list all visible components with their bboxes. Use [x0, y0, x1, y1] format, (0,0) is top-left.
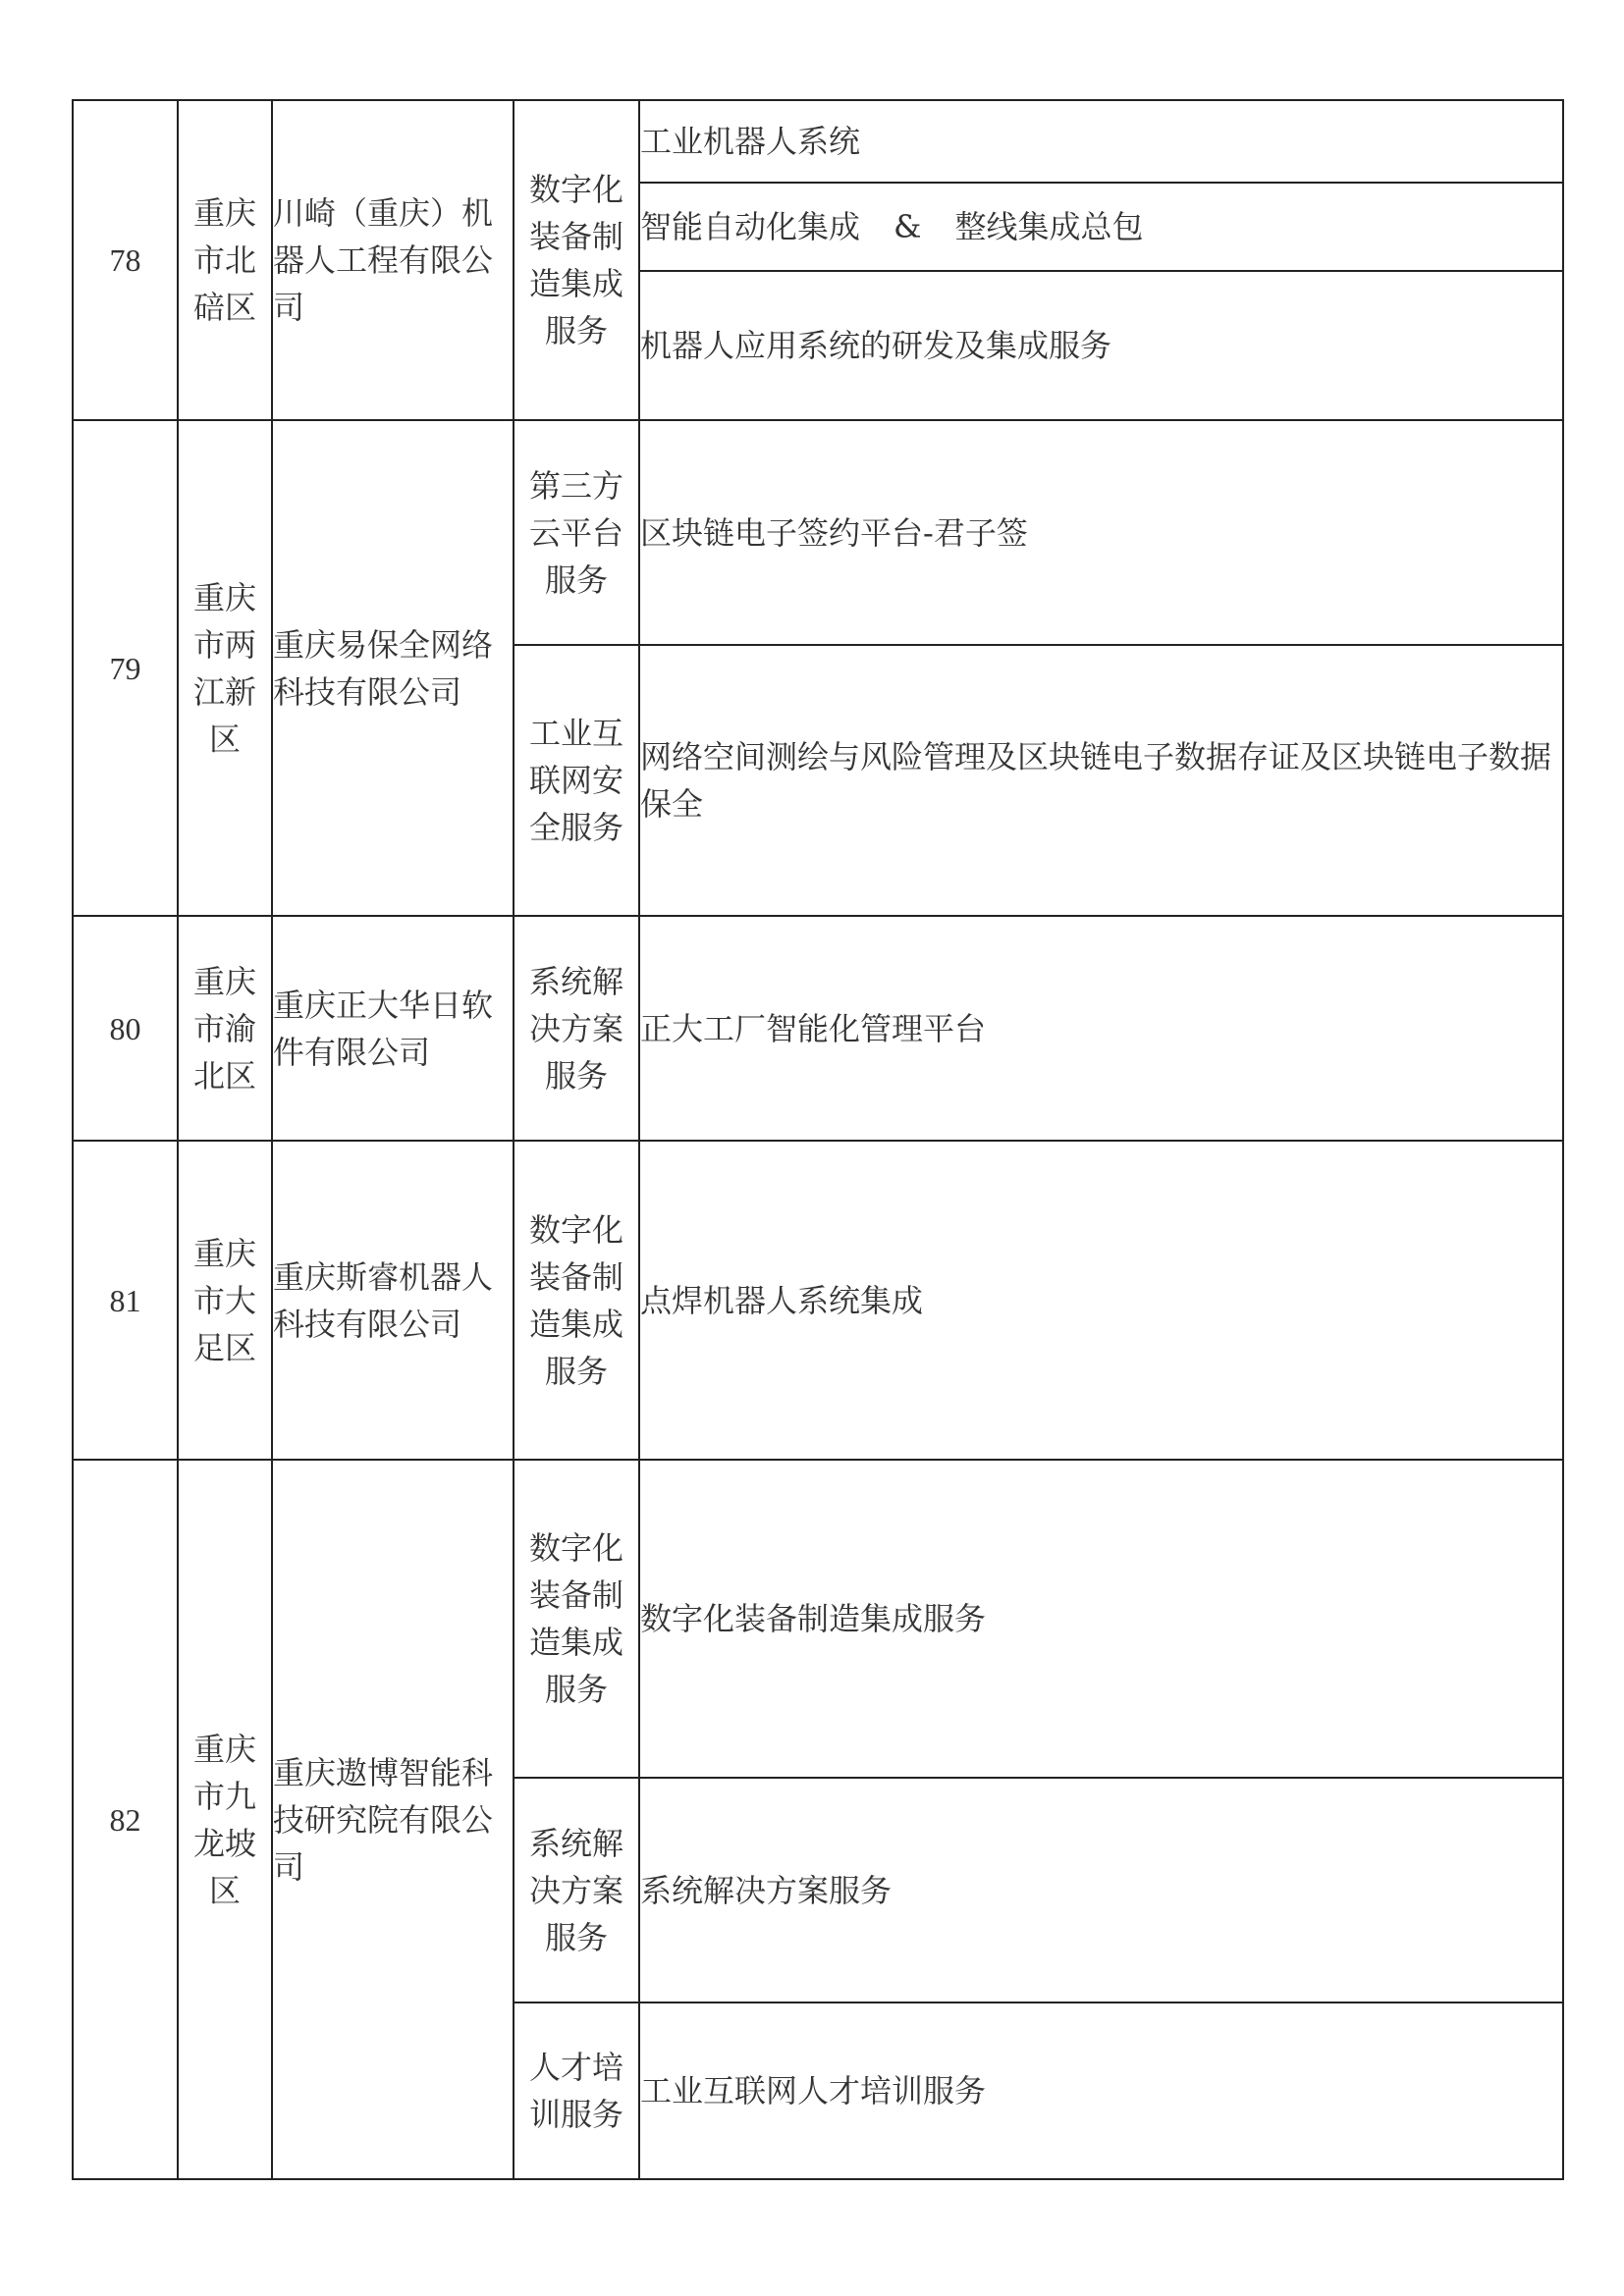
service-item-cell: 工业机器人系统: [639, 100, 1563, 183]
table-row: [73, 1460, 1563, 1778]
row-number: 82: [73, 1460, 178, 2179]
service-item-cell: 点焊机器人系统集成: [639, 1141, 1563, 1460]
table-row: [73, 100, 1563, 183]
service-item-cell: 工业互联网人才培训服务: [639, 2002, 1563, 2179]
company-cell: 重庆正大华日软件有限公司: [272, 916, 514, 1141]
row-number: 78: [73, 100, 178, 420]
table-row: [73, 1141, 1563, 1460]
region-cell: 重庆市大足区: [178, 1141, 272, 1460]
company-cell: 重庆斯睿机器人科技有限公司: [272, 1141, 514, 1460]
company-cell: 重庆遨博智能科技研究院有限公司: [272, 1460, 514, 2179]
service-item-cell: [639, 183, 1563, 271]
service-item-cell: 数字化装备制造集成服务: [639, 1460, 1563, 1778]
service-item-cell: 机器人应用系统的研发及集成服务: [639, 271, 1563, 420]
row-number: 79: [73, 420, 178, 916]
company-cell: 重庆易保全网络科技有限公司: [272, 420, 514, 916]
service-item-cell: 区块链电子签约平台-君子签: [639, 420, 1563, 645]
table-row: [73, 420, 1563, 645]
service-category-cell: 系统解决方案服务: [514, 916, 639, 1141]
service-category-cell: 系统解决方案服务: [514, 1778, 639, 2002]
service-provider-table: [72, 99, 1564, 2180]
region-cell: 重庆市九龙坡区: [178, 1460, 272, 2179]
row-number: 80: [73, 916, 178, 1141]
table-row: [73, 916, 1563, 1141]
row-number: 81: [73, 1141, 178, 1460]
service-item-cell: 正大工厂智能化管理平台: [639, 916, 1563, 1141]
service-category-cell: 第三方云平台服务: [514, 420, 639, 645]
service-category-cell: 数字化装备制造集成服务: [514, 100, 639, 420]
region-cell: 重庆市渝北区: [178, 916, 272, 1141]
company-cell: 川崎（重庆）机器人工程有限公司: [272, 100, 514, 420]
service-category-cell: 数字化装备制造集成服务: [514, 1460, 639, 1778]
region-cell: 重庆市两江新区: [178, 420, 272, 916]
service-item-cell: 网络空间测绘与风险管理及区块链电子数据存证及区块链电子数据保全: [639, 645, 1563, 916]
service-category-cell: 数字化装备制造集成服务: [514, 1141, 639, 1460]
service-category-cell: 工业互联网安全服务: [514, 645, 639, 916]
service-item-text: 智能自动化集成 & 整线集成总包: [640, 208, 1144, 245]
region-cell: 重庆市北碚区: [178, 100, 272, 420]
service-item-cell: 系统解决方案服务: [639, 1778, 1563, 2002]
service-category-cell: 人才培训服务: [514, 2002, 639, 2179]
